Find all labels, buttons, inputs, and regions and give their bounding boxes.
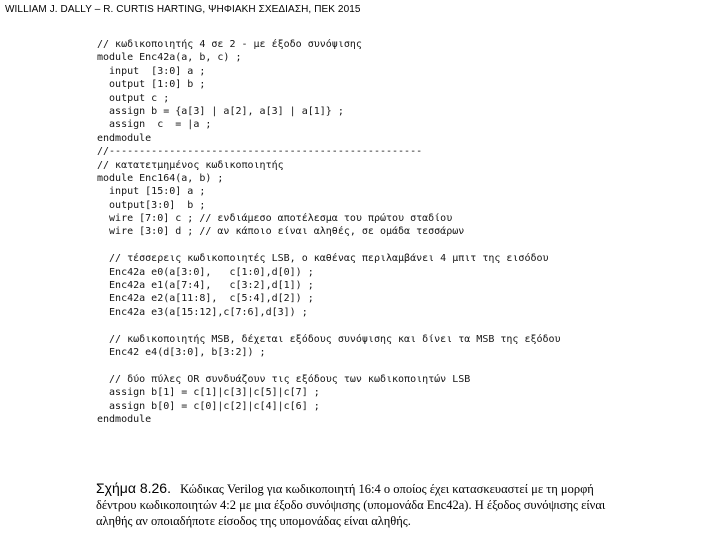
figure-label: Σχήμα 8.26. <box>96 480 171 496</box>
code-line: // τέσσερεις κωδικοποιητές LSB, ο καθένας περιλαμβάνει 4 μπιτ της εισόδου <box>97 253 549 265</box>
figure-caption-text: Κώδικας Verilog για κωδικοποιητή 16:4 ο οποίος έχει κατασκευαστεί με τη μορφή δέντρου κωδικοποιητών 4:2 με μια έξοδο συνόψισης (υπομονάδα Enc42a). Η έξοδος συνόψισης είναι αληθής αν οποιαδήποτε είσοδος της υπομονάδας είναι αληθής. <box>96 482 606 529</box>
code-line: module Enc164(a, b) ; <box>97 172 224 184</box>
code-line: module Enc42a(a, b, c) ; <box>97 52 242 64</box>
verilog-code-listing <box>97 38 561 426</box>
code-line: // κωδικοποιητής 4 σε 2 - με έξοδο συνόψισης <box>97 39 362 50</box>
code-line: output [1:0] b ; <box>97 79 206 91</box>
code-line: //---------------------------------------------------- <box>97 146 423 158</box>
code-line: input [3:0] a ; <box>97 65 206 77</box>
code-line: Enc42a e0(a[3:0], c[1:0],d[0]) ; <box>97 266 314 278</box>
code-line: assign b[0] = c[0]|c[2]|c[4]|c[6] ; <box>97 400 320 412</box>
page-header: WILLIAM J. DALLY – R. CURTIS HARTING, ΨΗΦΙΑΚΗ ΣΧΕΔΙΑΣΗ, ΠΕΚ 2015 <box>5 4 361 15</box>
code-line: assign b[1] = c[1]|c[3]|c[5]|c[7] ; <box>97 387 320 399</box>
code-line: // κωδικοποιητής MSB, δέχεται εξόδους συνόψισης και δίνει τα MSB της εξόδου <box>97 333 561 345</box>
code-line: // δύο πύλες OR συνδυάζουν τις εξόδους των κωδικοποιητών LSB <box>97 373 471 385</box>
code-line: output[3:0] b ; <box>97 199 206 211</box>
code-line: assign c = |a ; <box>97 119 212 131</box>
code-line: endmodule <box>97 413 152 425</box>
code-line: assign b = {a[3] | a[2], a[3] | a[1]} ; <box>97 105 344 117</box>
code-line: wire [7:0] c ; // ενδιάμεσο αποτέλεσμα του πρώτου σταδίου <box>97 213 453 225</box>
code-line <box>97 319 561 332</box>
code-line <box>97 239 561 252</box>
figure-caption <box>96 480 616 530</box>
code-line: // κατατετμημένος κωδικοποιητής <box>97 159 284 171</box>
code-line: input [15:0] a ; <box>97 186 206 198</box>
code-line: Enc42a e3(a[15:12],c[7:6],d[3]) ; <box>97 306 308 318</box>
code-line: endmodule <box>97 132 152 144</box>
code-line: Enc42 e4(d[3:0], b[3:2]) ; <box>97 346 266 358</box>
code-line: output c ; <box>97 92 170 104</box>
code-line: wire [3:0] d ; // αν κάποιο είναι αληθές, σε ομάδα τεσσάρων <box>97 226 465 238</box>
code-line <box>97 359 561 372</box>
code-line: Enc42a e2(a[11:8], c[5:4],d[2]) ; <box>97 293 314 305</box>
code-line: Enc42a e1(a[7:4], c[3:2],d[1]) ; <box>97 280 314 292</box>
